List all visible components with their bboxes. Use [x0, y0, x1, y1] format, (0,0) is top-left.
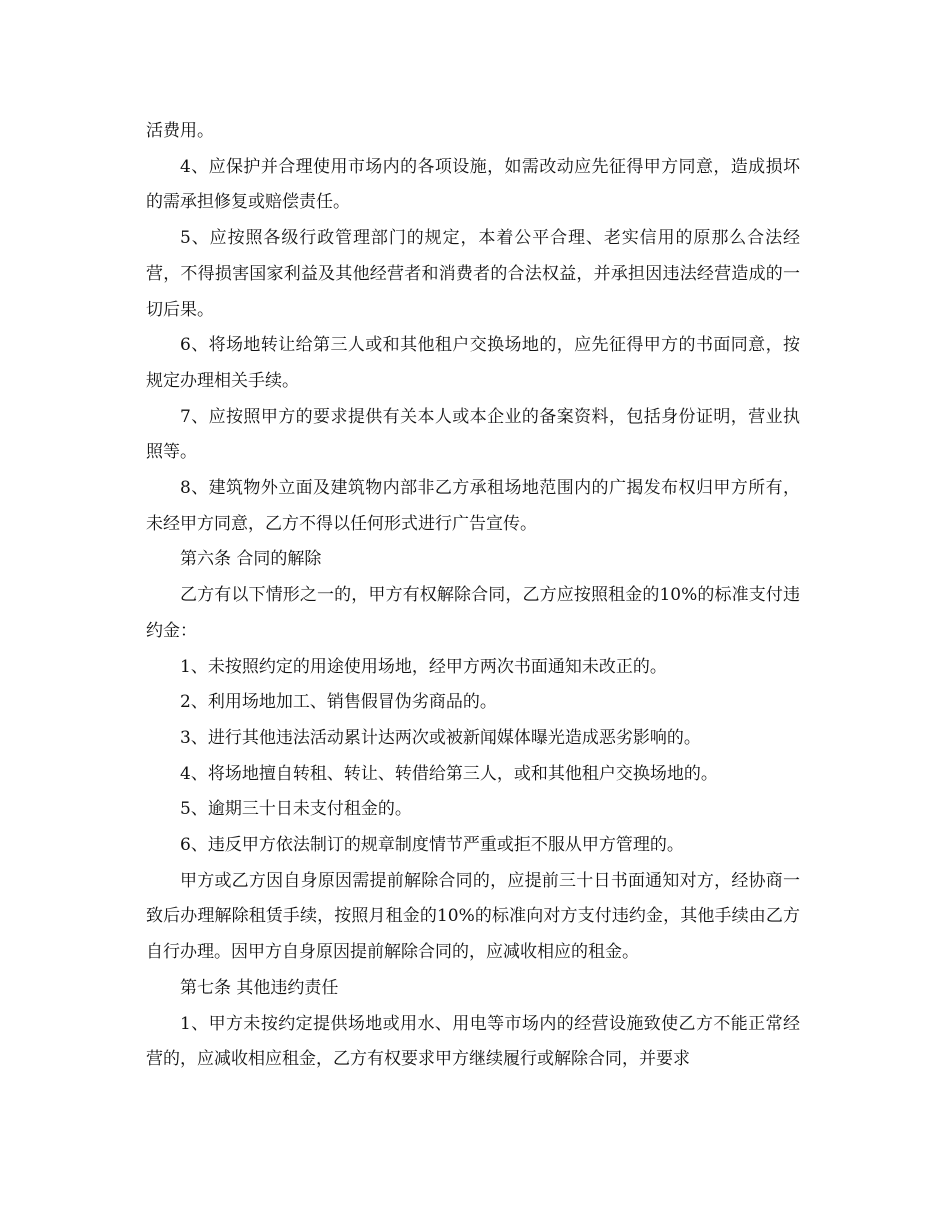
paragraph-3: 5、应按照各级行政管理部门的规定，本着公平合理、老实信用的原那么合法经营，不得损害国家利益及其他经营者和消费者的合法权益，并承担因违法经营造成的一切后果。	[146, 228, 800, 320]
paragraph-8: 甲方或乙方因自身原因需提前解除合同的，应提前三十日书面通知对方，经协商一致后办理解除租赁手续，按照月租金的10%的标准向对方支付违约金，其他手续由乙方自行办理。因甲方自身原因提前解除合同的，应减收相应的租金。	[146, 870, 800, 963]
list-item: 3、进行其他违法活动累计达两次或被新闻媒体曝光造成恶劣影响的。	[180, 727, 701, 748]
list-item: 6、违反甲方依法制订的规章制度情节严重或拒不服从甲方管理的。	[180, 835, 684, 856]
list-item: 5、逾期三十日未支付租金的。	[180, 799, 412, 820]
paragraph-1: 活费用。	[146, 121, 214, 141]
section-heading-6: 第六条 合同的解除	[180, 549, 322, 570]
paragraph-7: 乙方有以下情形之一的，甲方有权解除合同，乙方应按照租金的10%的标准支付违约金：	[146, 585, 800, 641]
list-item: 4、将场地擅自转租、转让、转借给第三人，或和其他租户交换场地的。	[180, 763, 718, 784]
list-item: 1、未按照约定的用途使用场地，经甲方两次书面通知未改正的。	[180, 656, 667, 677]
document-page	[146, 114, 800, 1078]
list-item: 2、利用场地加工、销售假冒伪劣商品的。	[180, 692, 497, 713]
paragraph-6: 8、建筑物外立面及建筑物内部非乙方承租场地范围内的广揭发布权归甲方所有，未经甲方同意，乙方不得以任何形式进行广告宣传。	[146, 478, 800, 534]
paragraph-5: 7、应按照甲方的要求提供有关本人或本企业的备案资料，包括身份证明，营业执照等。	[146, 406, 800, 463]
section-heading-7: 第七条 其他违约责任	[180, 977, 339, 998]
paragraph-9: 1、甲方未按约定提供场地或用水、用电等市场内的经营设施致使乙方不能正常经营的，应减收相应租金，乙方有权要求甲方继续履行或解除合同，并要求	[146, 1013, 800, 1070]
paragraph-2: 4、应保护并合理使用市场内的各项设施，如需改动应先征得甲方同意，造成损坏的需承担修复或赔偿责任。	[146, 156, 800, 213]
paragraph-4: 6、将场地转让给第三人或和其他租户交换场地的，应先征得甲方的书面同意，按规定办理相关手续。	[146, 335, 800, 391]
